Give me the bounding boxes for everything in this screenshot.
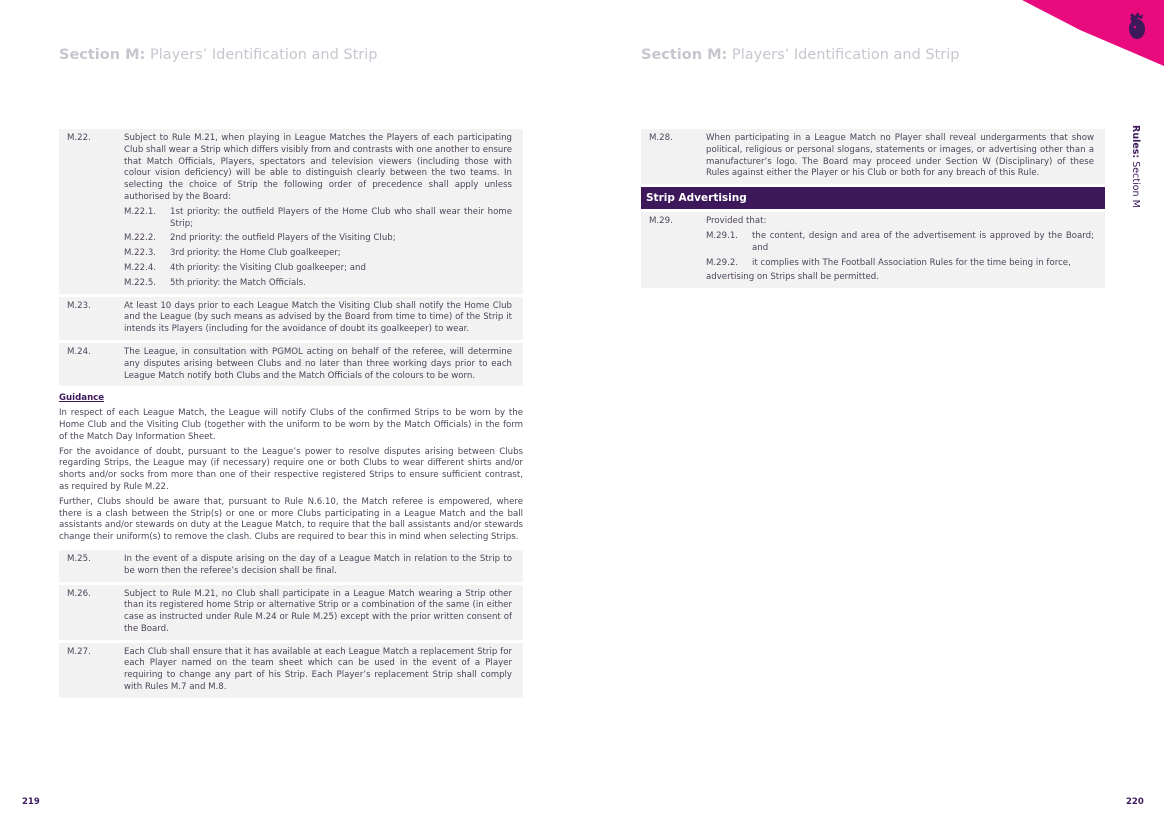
rule-text: Subject to Rule M.21, no Club shall participate in a League Match wearing a Strip other than its registered home Strip or alternative Strip or a combination of the same (in either case as instructed under Rule M.24 or Rule M.25) except with the prior written consent of the Board. [124, 588, 512, 634]
rule-m29 [641, 212, 1105, 288]
sub-rule: M.22.1. 1st priority: the outfield Players of the Home Club who shall wear their home Strip; [124, 206, 512, 229]
sub-rule: M.29.2. it complies with The Football Association Rules for the time being in force, [706, 257, 1071, 268]
left-page-number: 219 [22, 797, 40, 807]
rule-closing-text: advertising on Strips shall be permitted. [706, 272, 879, 283]
guidance-heading: Guidance [59, 393, 105, 404]
rule-text: Each Club shall ensure that it has available at each League Match a replacement Strip for each Player named on the team sheet which can be used in the event of a Player requiring to change any part of his Strip. Each Player’s replacement Strip shall comply with Rules M.7 and M.8. [124, 646, 512, 693]
right-page-number: 220 [1126, 797, 1144, 807]
rule-number: M.26. [67, 588, 91, 599]
side-section-label [1129, 125, 1141, 215]
guidance-paragraph: Further, Clubs should be aware that, pursuant to Rule N.6.10, the Match referee is empowered, where there is a clash between the Strip(s) or one or more Clubs participating in a League Match and the ball assistants and/or stewards on duty at the League Match, to require that the ball assistants and/or stewards change their uniform(s) to remove the clash. Clubs are required to bear this in mind when selecting Strips. [59, 496, 523, 543]
left-title-rest: Players’ Identification and Strip [145, 47, 378, 63]
rule-m28 [641, 129, 1105, 184]
right-column [641, 129, 1105, 291]
rule-text: When participating in a League Match no Player shall reveal undergarments that show political, religious or personal slogans, statements or images, or advertising other than a manufacturer’s logo. The Board may proceed under Section W (Disciplinary) of these Rules against either the Player or his Club or both for any breach of this Rule. [706, 133, 1094, 179]
rule-m27 [59, 643, 523, 698]
sub-rule: M.29.1. the content, design and area of the advertisement is approved by the Board; and [706, 230, 1094, 253]
rule-m22 [59, 129, 523, 294]
side-label-rest: Section M [1130, 158, 1141, 208]
rule-number: M.25. [67, 553, 91, 564]
right-title-rest: Players’ Identification and Strip [727, 47, 960, 63]
rule-number: M.28. [649, 133, 673, 143]
rule-text: Provided that: [706, 216, 767, 227]
guidance-paragraph: In respect of each League Match, the League will notify Clubs of the confirmed Strips to be worn by the Home Club and the Visiting Club (together with the uniform to be worn by the Match Officials) in the form of the Match Day Information Sheet. [59, 408, 523, 442]
right-page-title [641, 47, 960, 63]
rule-number: M.29. [649, 216, 673, 227]
rule-number: M.24. [67, 346, 91, 357]
rule-text: The League, in consultation with PGMOL acting on behalf of the referee, will determine any disputes arising between Clubs and no later than three working days prior to each League Match notify both Clubs and the Match Officials of the colours to be worn. [124, 346, 512, 381]
right-title-bold: Section M: [641, 47, 728, 63]
rule-text: Subject to Rule M.21, when playing in League Matches the Players of each participating Club shall wear a Strip which differs visibly from and contrasts with one another to ensure that Match Officials, Players, spectators and television viewers (including those with colour vision deficiency) will be able to distinguish clearly between the two teams. In selecting the choice of Strip the following order of precedence shall apply unless authorised by the Board: [124, 133, 513, 202]
rule-number: M.27. [67, 646, 91, 657]
strip-advertising-banner: Strip Advertising [641, 187, 1105, 209]
rule-number: M.23. [67, 300, 91, 311]
left-title-bold: Section M: [59, 47, 146, 63]
guidance-paragraph: For the avoidance of doubt, pursuant to the League’s power to resolve disputes arising between Clubs regarding Strips, the League may (if necessary) require one or both Clubs to wear different shirts and/or shorts and/or socks from more than one of their respective registered Strips to ensure sufficient contrast, as required by Rule M.22. [59, 446, 523, 492]
left-page-title [59, 47, 378, 63]
rule-m26 [59, 585, 523, 640]
rule-m23 [59, 297, 523, 340]
rule-text: In the event of a dispute arising on the day of a League Match in relation to the Strip to be worn then the referee’s decision shall be final. [124, 553, 512, 576]
left-column [59, 129, 523, 701]
side-label-bold: Rules: [1130, 125, 1141, 159]
sub-rule: M.22.2. 2nd priority: the outfield Players of the Visiting Club; [124, 233, 396, 244]
rule-m24 [59, 343, 523, 386]
sub-rule: M.22.3. 3rd priority: the Home Club goalkeeper; [124, 248, 341, 259]
sub-rule: M.22.4. 4th priority: the Visiting Club goalkeeper; and [124, 262, 366, 273]
rule-m25 [59, 550, 523, 582]
rule-text: At least 10 days prior to each League Match the Visiting Club shall notify the Home Club and the League (by such means as advised by the Board from time to time) of the Strip it intends its Players (including for the avoidance of doubt its goalkeeper) to wear. [124, 300, 512, 335]
rule-number: M.22. [67, 133, 91, 143]
sub-rule: M.22.5. 5th priority: the Match Officials. [124, 277, 306, 288]
